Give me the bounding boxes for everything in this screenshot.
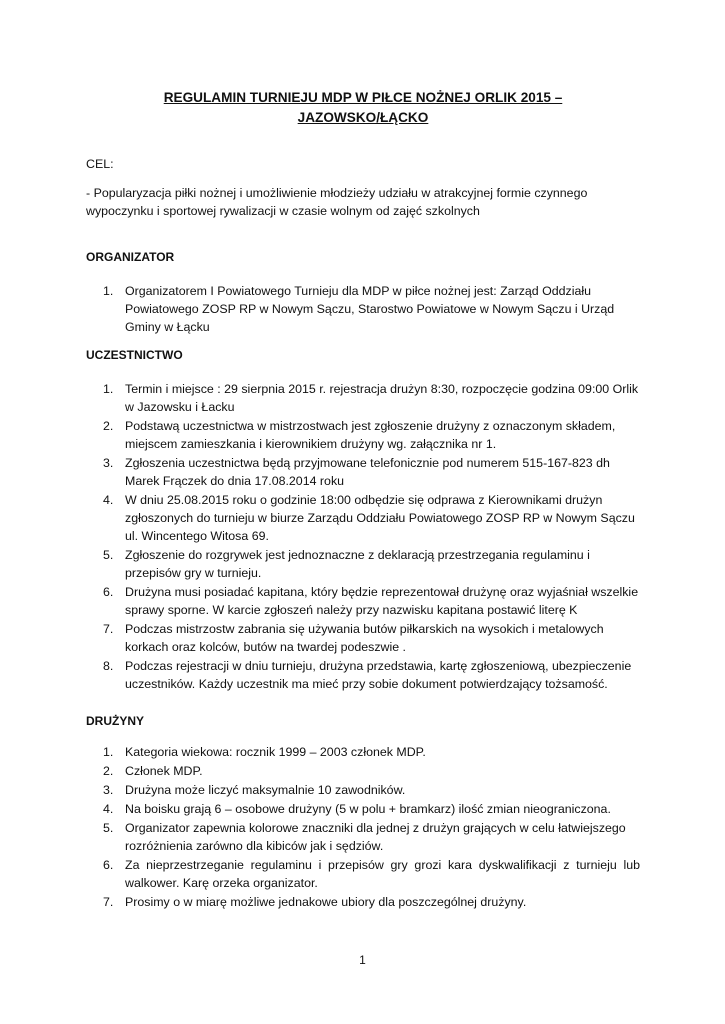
section-heading-druzyny: DRUŻYNY (86, 714, 145, 728)
list-item-text: Na boisku grają 6 – osobowe drużyny (5 w polu + bramkarz) ilość zmian nieograniczona. (125, 802, 611, 816)
list-item-text: Podczas rejestracji w dniu turnieju, drużyna przedstawia, kartę zgłoszeniową, ubezpieczenie uczestników. Każdy uczestnik ma mieć przy sobie dokument potwierdzający tożsamość. (125, 659, 632, 691)
list-item-number: 2. (103, 764, 114, 778)
page-number: 1 (359, 953, 366, 967)
list-item-text: Za nieprzestrzeganie regulaminu i przepisów gry grozi kara dyskwalifikacji z turnieju lub walkower. Karę orzeka organizator. (125, 858, 640, 890)
list-item-number: 8. (103, 659, 114, 673)
list-item-number: 1. (103, 745, 114, 759)
list-item (86, 856, 640, 892)
list-item-number: 7. (103, 622, 114, 636)
list-item-number: 7. (103, 895, 114, 909)
list-item-text: Termin i miejsce : 29 sierpnia 2015 r. rejestracja drużyn 8:30, rozpoczęcie godzina 09:00 Orlik w Jazowsku i Łacku (125, 382, 639, 414)
list-item (86, 620, 640, 656)
list-item-text: Drużyna musi posiadać kapitana, który będzie reprezentował drużynę oraz wyjaśniał wszelkie sprawy sporne. W karcie zgłoszeń należy przy nazwisku kapitana postawić literę K (125, 585, 639, 617)
list-item-text: W dniu 25.08.2015 roku o godzinie 18:00 odbędzie się odprawa z Kierownikami drużyn zgłoszonych do turnieju w biurze Zarządu Oddziału Powiatowego ZOSP RP w Nowym Sączu ul. Wincentego Witosa 69. (125, 493, 635, 543)
list-item (86, 491, 640, 545)
list-item (86, 380, 640, 416)
list-item (86, 657, 640, 693)
list-item-number: 4. (103, 802, 114, 816)
list-item-text: Zgłoszenie do rozgrywek jest jednoznaczne z deklaracją przestrzegania regulaminu i przepisów gry w turnieju. (125, 548, 590, 580)
section-heading-organizator: ORGANIZATOR (86, 250, 175, 264)
list-item (86, 893, 640, 911)
document-title (86, 88, 640, 128)
list-item (86, 800, 640, 818)
list-item-number: 5. (103, 548, 114, 562)
list-item (86, 282, 640, 336)
list-druzyny (86, 743, 640, 912)
list-item-text: Organizatorem I Powiatowego Turnieju dla MDP w piłce nożnej jest: Zarząd Oddziału Powiatowego ZOSP RP w Nowym Sączu, Starostwo Powiatowe w Nowym Sączu i Urząd Gminy w Łącku (125, 284, 615, 334)
list-item-text: Organizator zapewnia kolorowe znaczniki dla jednej z drużyn grających w celu łatwiejszego rozróżnienia zarówno dla kibiców jak i sędziów. (125, 821, 626, 853)
list-item (86, 819, 640, 855)
list-item-text: Prosimy o w miarę możliwe jednakowe ubiory dla poszczególnej drużyny. (125, 895, 527, 909)
list-item-text: Drużyna może liczyć maksymalnie 10 zawodników. (125, 783, 406, 797)
list-item-number: 3. (103, 456, 114, 470)
list-item-number: 3. (103, 783, 114, 797)
title-line-2: JAZOWSKO/ŁĄCKO (297, 110, 429, 125)
cel-label: CEL: (86, 157, 114, 171)
list-item-number: 6. (103, 858, 114, 872)
list-item-text: Podstawą uczestnictwa w mistrzostwach jest zgłoszenie drużyny z oznaczonym składem, miejscem zamieszkania i kierownikiem drużyny wg. załącznika nr 1. (125, 419, 616, 451)
list-item-text: Zgłoszenia uczestnictwa będą przyjmowane telefonicznie pod numerem 515-167-823 dh Marek Frączek do dnia 17.08.2014 roku (125, 456, 610, 488)
list-item-number: 1. (103, 382, 114, 396)
list-item-text: Podczas mistrzostw zabrania się używania butów piłkarskich na wysokich i metalowych korkach oraz kolców, butów na twardej podeszwie . (125, 622, 604, 654)
list-item-number: 2. (103, 419, 114, 433)
list-item (86, 454, 640, 490)
section-heading-uczestnictwo: UCZESTNICTWO (86, 348, 183, 362)
list-item-number: 1. (103, 284, 114, 298)
list-item-number: 6. (103, 585, 114, 599)
list-item-number: 4. (103, 493, 114, 507)
list-uczestnictwo (86, 380, 640, 694)
list-item-number: 5. (103, 821, 114, 835)
list-item (86, 762, 640, 780)
list-item (86, 546, 640, 582)
title-line-1: REGULAMIN TURNIEJU MDP W PIŁCE NOŻNEJ ORLIK 2015 – (163, 90, 563, 105)
list-item (86, 743, 640, 761)
list-organizator (86, 282, 640, 337)
cel-text: - Popularyzacja piłki nożnej i umożliwienie młodzieży udziału w atrakcyjnej formie czynnego wypoczynku i sportowej rywalizacji w czasie wolnym od zajęć szkolnych (86, 186, 588, 218)
list-item (86, 583, 640, 619)
list-item-text: Kategoria wiekowa: rocznik 1999 – 2003 członek MDP. (125, 745, 426, 759)
list-item (86, 417, 640, 453)
list-item-text: Członek MDP. (125, 764, 203, 778)
list-item (86, 781, 640, 799)
